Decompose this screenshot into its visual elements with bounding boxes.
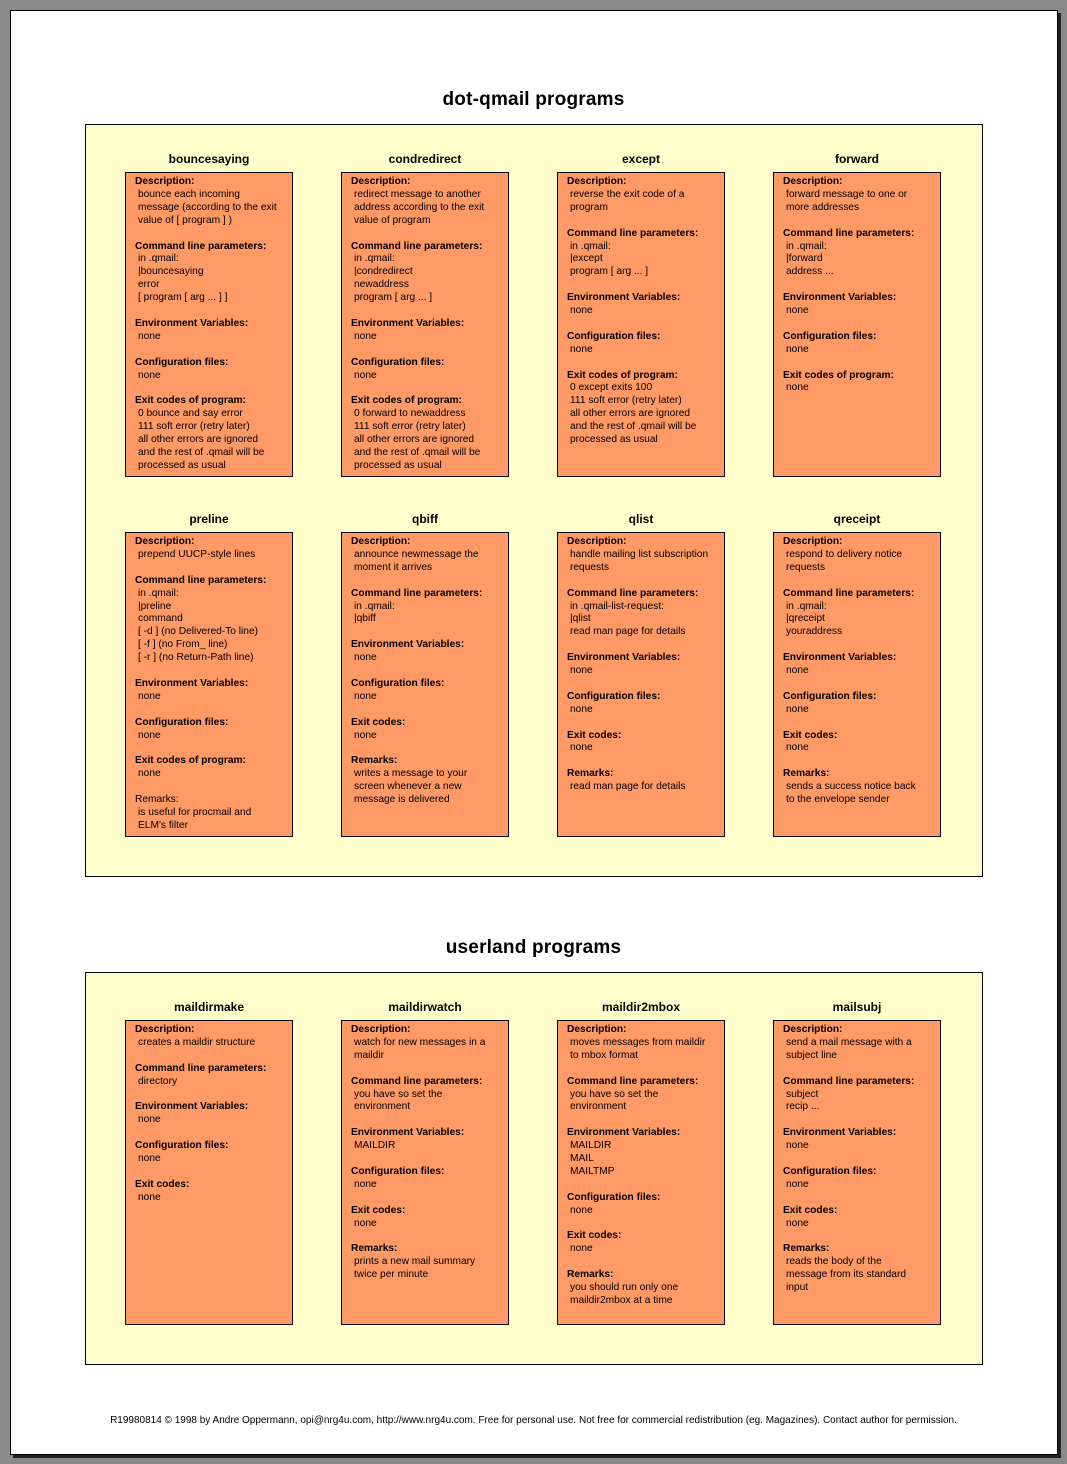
card-field: [783, 331, 934, 357]
field-value: none: [570, 343, 593, 355]
program-title: qbiff: [412, 512, 438, 526]
field-label: Configuration files:: [567, 690, 661, 702]
field-value: reverse the exit code of a program: [570, 188, 685, 213]
field-label: Configuration files:: [567, 1191, 661, 1203]
field-value: none: [570, 665, 593, 677]
field-label: Description:: [783, 1024, 843, 1035]
card-field: [783, 370, 934, 396]
card-field: [783, 1205, 934, 1231]
field-value: in .qmail-list-request: |qlist read man page for details: [570, 600, 686, 638]
program-card: [773, 1020, 941, 1325]
card-field: [135, 1063, 286, 1089]
card-field: [135, 1101, 286, 1127]
program-title: maildir2mbox: [601, 1000, 681, 1014]
field-label: Configuration files:: [567, 330, 661, 342]
field-label: Environment Variables:: [351, 1127, 465, 1139]
field-label: Exit codes of program:: [783, 369, 894, 381]
field-value: is useful for procmail and ELM's filter: [138, 806, 252, 831]
field-value: in .qmail: |condredirect newaddress program [ arg ... ]: [354, 253, 433, 304]
field-value: read man page for details: [570, 781, 686, 793]
program-title: qreceipt: [833, 512, 881, 526]
card-field: [135, 318, 286, 344]
card-field: [567, 1076, 718, 1115]
card-field: [783, 1127, 934, 1153]
field-label: Exit codes of program:: [135, 395, 246, 407]
card-field: [567, 1127, 718, 1179]
field-value: in .qmail: |preline command [ -d ] (no Delivered-To line) [ -f ] (no From_ line) [ -r ] (no Return-Path line): [138, 587, 259, 664]
field-label: Configuration files:: [351, 677, 445, 689]
field-label: Exit codes:: [567, 729, 622, 741]
field-value: in .qmail: |except program [ arg ... ]: [570, 240, 649, 278]
field-value: none: [354, 369, 377, 381]
field-label: Environment Variables:: [783, 292, 897, 304]
card-field: [567, 588, 718, 640]
field-value: none: [138, 330, 161, 342]
field-value: none: [570, 1243, 593, 1255]
card-field: [135, 1024, 286, 1050]
card-field: [351, 1205, 502, 1231]
card-field: [135, 1140, 286, 1166]
field-value: 0 bounce and say error 111 soft error (retry later) all other errors are ignored and the rest of .qmail will be processed as usual: [138, 408, 265, 471]
field-value: none: [354, 1217, 377, 1229]
field-label: Command line parameters:: [351, 587, 483, 599]
program-card: [773, 532, 941, 837]
field-value: directory: [138, 1075, 178, 1087]
field-label: Environment Variables:: [351, 317, 465, 329]
field-value: you should run only one maildir2mbox at a time: [570, 1282, 679, 1306]
card-field: [351, 1127, 502, 1153]
field-label: Environment Variables:: [135, 677, 249, 689]
field-value: none: [354, 690, 377, 702]
card-field: [783, 1024, 934, 1063]
field-value: prints a new mail summary twice per minute: [354, 1256, 476, 1281]
field-label: Command line parameters:: [567, 1075, 699, 1087]
field-label: Environment Variables:: [351, 639, 465, 651]
field-label: Description:: [135, 176, 195, 187]
field-value: moves messages from maildir to mbox format: [570, 1036, 706, 1061]
field-label: Exit codes:: [783, 729, 838, 741]
program-title: maildirmake: [173, 1000, 245, 1014]
field-label: Remarks:: [351, 1243, 398, 1255]
field-value: none: [570, 703, 593, 715]
card-field: [351, 357, 502, 383]
program-title: preline: [189, 512, 229, 526]
card-field: [135, 678, 286, 704]
field-value: none: [138, 1114, 161, 1126]
card-field: [351, 1166, 502, 1192]
card-field: [567, 652, 718, 678]
field-label: Command line parameters:: [351, 1075, 483, 1087]
field-value: none: [138, 369, 161, 381]
field-value: prepend UUCP-style lines: [138, 548, 256, 560]
field-value: none: [786, 382, 809, 394]
card-field: [567, 292, 718, 318]
field-value: subject recip ...: [786, 1088, 820, 1113]
field-label: Exit codes:: [567, 1230, 622, 1242]
field-value: respond to delivery notice requests: [786, 548, 903, 573]
field-label: Environment Variables:: [135, 317, 249, 329]
field-label: Description:: [567, 536, 627, 547]
field-label: Remarks:: [783, 768, 830, 780]
field-value: 0 except exits 100 111 soft error (retry later) all other errors are ignored and the rest of .qmail will be processed as usual: [570, 382, 697, 446]
field-label: Command line parameters:: [135, 574, 267, 586]
program-card: [341, 532, 509, 837]
field-label: Exit codes:: [783, 1204, 838, 1216]
card-field: [351, 536, 502, 575]
field-label: Command line parameters:: [567, 587, 699, 599]
card-field: [567, 331, 718, 357]
copyright-footer: R19980814 © 1998 by Andre Oppermann, opi@nrg4u.com, http://www.nrg4u.com. Free for personal use. Not free for commercial redistribution (eg. Magazines). Contact author for permission.: [110, 1415, 957, 1426]
field-value: none: [138, 1153, 161, 1165]
card-field: [783, 730, 934, 756]
card-field: [351, 755, 502, 807]
field-label: Description:: [351, 536, 411, 547]
card-field: [567, 768, 718, 794]
card-field: [567, 691, 718, 717]
field-label: Configuration files:: [135, 356, 229, 368]
card-field: [135, 717, 286, 743]
field-value: none: [354, 1178, 377, 1190]
program-card: [125, 1020, 293, 1325]
field-value: sends a success notice back to the envelope sender: [786, 781, 916, 806]
card-field: [567, 176, 718, 215]
card-field: [783, 536, 934, 575]
field-value: none: [786, 1140, 809, 1152]
card-field: [135, 395, 286, 472]
program-card: [125, 532, 293, 837]
program-title: forward: [834, 152, 879, 166]
card-field: [783, 1076, 934, 1115]
field-value: handle mailing list subscription requests: [570, 548, 709, 573]
program-title: condredirect: [388, 152, 462, 166]
field-label: Configuration files:: [135, 716, 229, 728]
field-value: 0 forward to newaddress 111 soft error (retry later) all other errors are ignored and the rest of .qmail will be processed as usual: [354, 408, 481, 471]
program-card: [557, 172, 725, 477]
field-label: Environment Variables:: [567, 1127, 681, 1139]
field-value: none: [138, 690, 161, 702]
field-label: Description:: [783, 176, 843, 187]
field-label: Description:: [567, 176, 627, 187]
field-label: Environment Variables:: [567, 652, 681, 664]
card-field: [783, 292, 934, 318]
card-field: [567, 1269, 718, 1308]
card-field: [351, 678, 502, 704]
field-value: in .qmail: |qreceipt youraddress: [786, 600, 843, 638]
program-title: except: [621, 152, 661, 166]
field-value: none: [786, 742, 809, 754]
card-field: [351, 1076, 502, 1115]
field-label: Command line parameters:: [783, 227, 915, 239]
card-field: [567, 536, 718, 575]
card-field: [783, 768, 934, 807]
card-field: [351, 1243, 502, 1282]
program-title: mailsubj: [832, 1000, 882, 1014]
field-label: Command line parameters:: [135, 1062, 267, 1074]
section-title-userland: userland programs: [445, 937, 622, 958]
field-label: Description:: [567, 1024, 627, 1035]
field-label: Environment Variables:: [135, 1101, 249, 1113]
section-title-dot-qmail: dot-qmail programs: [442, 89, 625, 110]
field-value: none: [786, 665, 809, 677]
field-label: Description:: [135, 1024, 195, 1035]
card-field: [567, 228, 718, 280]
card-field: [351, 717, 502, 743]
card-field: [351, 588, 502, 627]
field-label: Exit codes:: [351, 1204, 406, 1216]
program-card: [557, 1020, 725, 1325]
field-value: none: [354, 652, 377, 664]
field-value: none: [138, 729, 161, 741]
field-label: Configuration files:: [783, 330, 877, 342]
card-field: [135, 536, 286, 562]
field-label: Description:: [783, 536, 843, 547]
card-field: [783, 588, 934, 640]
field-label: Description:: [351, 176, 411, 187]
program-title: maildirwatch: [388, 1000, 462, 1014]
field-label: Exit codes of program:: [351, 395, 462, 407]
field-value: none: [786, 343, 809, 355]
field-label: Environment Variables:: [567, 292, 681, 304]
field-label: Exit codes:: [135, 1178, 190, 1190]
field-value: MAILDIR MAIL MAILTMP: [570, 1140, 615, 1177]
field-label: Configuration files:: [783, 690, 877, 702]
card-field: [351, 241, 502, 306]
field-label: Description:: [351, 1024, 411, 1035]
field-value: none: [138, 1191, 161, 1203]
card-field: [351, 639, 502, 665]
card-field: [135, 755, 286, 781]
card-field: [351, 1024, 502, 1063]
program-card: [341, 172, 509, 477]
field-label: Command line parameters:: [351, 240, 483, 252]
field-value: none: [570, 305, 593, 317]
field-label: Command line parameters:: [135, 240, 267, 252]
field-value: none: [570, 742, 593, 754]
field-label: Command line parameters:: [567, 227, 699, 239]
field-value: none: [354, 729, 377, 741]
card-field: [135, 1179, 286, 1205]
field-value: MAILDIR: [354, 1140, 396, 1152]
field-label: Exit codes of program:: [135, 755, 246, 767]
card-field: [135, 575, 286, 665]
card-field: [783, 1166, 934, 1192]
program-card: [125, 172, 293, 477]
field-value: forward message to one or more addresses: [786, 188, 908, 213]
card-field: [351, 318, 502, 344]
field-label: Exit codes of program:: [567, 369, 678, 381]
card-field: [567, 370, 718, 447]
field-value: redirect message to another address according to the exit value of program: [354, 188, 485, 226]
field-label: Environment Variables:: [783, 652, 897, 664]
field-value: writes a message to your screen whenever a new message is delivered: [354, 768, 468, 806]
field-value: send a mail message with a subject line: [786, 1036, 912, 1061]
field-value: bounce each incoming message (according to the exit value of [ program ] ): [138, 188, 277, 226]
field-label: Environment Variables:: [783, 1127, 897, 1139]
field-label: Configuration files:: [783, 1165, 877, 1177]
field-value: none: [786, 1217, 809, 1229]
field-value: you have so set the environment: [354, 1088, 443, 1113]
card-field: [351, 176, 502, 228]
program-card: [341, 1020, 509, 1325]
field-label: Remarks:: [567, 768, 614, 780]
program-card: [557, 532, 725, 837]
card-field: [783, 652, 934, 678]
field-label: Configuration files:: [351, 1165, 445, 1177]
field-value: you have so set the environment: [570, 1088, 659, 1113]
program-title: bouncesaying: [168, 152, 250, 166]
field-value: in .qmail: |bouncesaying error [ program [ arg ... ] ]: [138, 253, 228, 304]
field-value: none: [138, 768, 161, 780]
program-title: qlist: [628, 512, 654, 526]
card-field: [567, 1192, 718, 1218]
field-value: none: [786, 703, 809, 715]
card-field: [567, 730, 718, 756]
field-value: none: [786, 305, 809, 317]
field-value: watch for new messages in a maildir: [354, 1036, 486, 1061]
card-field: [135, 794, 286, 833]
field-value: in .qmail: |qbiff: [354, 600, 395, 625]
card-field: [783, 176, 934, 215]
field-value: none: [354, 330, 377, 342]
card-field: [135, 241, 286, 306]
field-label: Configuration files:: [351, 356, 445, 368]
field-value: creates a maildir structure: [138, 1036, 256, 1048]
field-label: Remarks:: [567, 1269, 614, 1281]
field-value: reads the body of the message from its standard input: [786, 1256, 907, 1294]
field-value: none: [570, 1204, 593, 1216]
field-label: Description:: [135, 536, 195, 547]
field-label: Configuration files:: [135, 1140, 229, 1152]
card-field: [135, 357, 286, 383]
card-field: [783, 691, 934, 717]
field-value: in .qmail: |forward address ...: [786, 240, 834, 278]
field-value: none: [786, 1178, 809, 1190]
card-field: [567, 1230, 718, 1256]
field-label: Command line parameters:: [783, 587, 915, 599]
field-value: announce newmessage the moment it arrives: [354, 548, 479, 573]
field-label: Remarks:: [783, 1243, 830, 1255]
card-field: [135, 176, 286, 228]
field-label: Remarks:: [351, 755, 398, 767]
field-label: Command line parameters:: [783, 1075, 915, 1087]
card-field: [567, 1024, 718, 1063]
card-field: [351, 395, 502, 472]
field-label: Exit codes:: [351, 716, 406, 728]
card-field: [783, 228, 934, 280]
card-field: [783, 1243, 934, 1295]
field-label: Remarks:: [135, 794, 179, 806]
program-card: [773, 172, 941, 477]
